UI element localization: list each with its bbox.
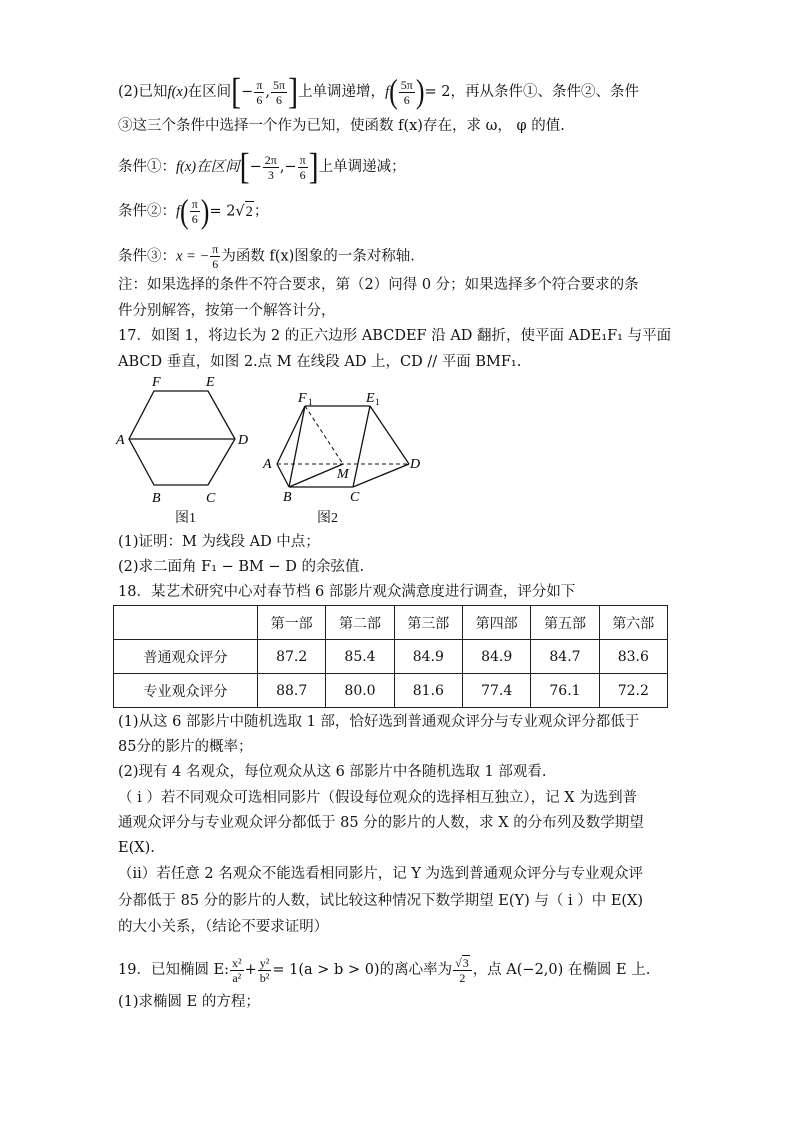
comma: ,− — [279, 159, 297, 175]
table-cell: 84.9 — [394, 640, 462, 674]
fraction — [399, 78, 415, 107]
fraction — [298, 153, 308, 182]
table-cell: 84.7 — [531, 640, 599, 674]
bracket-right: ] — [308, 145, 319, 187]
bracket-right: ] — [288, 70, 299, 112]
part2-line1 — [118, 70, 639, 112]
sqrt-sign: √ — [235, 203, 245, 220]
sqrt-value: 3 — [462, 956, 469, 970]
condition-3 — [118, 242, 415, 271]
edge-f1b — [289, 406, 305, 487]
edge-ab — [277, 464, 289, 487]
denominator: a² — [232, 970, 242, 985]
label-d: D — [410, 457, 421, 472]
fraction — [271, 78, 287, 107]
text: 19．已知椭圆 E: — [118, 962, 230, 978]
numerator: π — [212, 242, 219, 256]
q18-sub1a: (1)从这 6 部影片中随机选取 1 部，恰好选到普通观众评分与专业观众评分都低于 — [118, 714, 640, 730]
bracket-left: [ — [239, 145, 250, 187]
q17-sub1: (1)证明：M 为线段 AD 中点； — [118, 534, 320, 550]
table-cell: 80.0 — [326, 674, 394, 708]
label-a: A — [116, 433, 125, 448]
table-cell: 76.1 — [531, 674, 599, 708]
dashed-f1m — [305, 406, 343, 464]
paren-left: ( — [389, 72, 398, 111]
hexagon-outline — [129, 391, 235, 485]
label-f1-sub: 1 — [308, 397, 313, 407]
denominator: 6 — [403, 92, 410, 107]
table-cell: 88.7 — [258, 674, 326, 708]
minus: − — [249, 159, 262, 175]
text: = 1(a > b > 0)的离心率为 — [272, 962, 453, 978]
denominator: 6 — [256, 92, 263, 107]
table-header-cell: 第五部 — [531, 606, 599, 640]
q18-ii-line1: （ii）若任意 2 名观众不能选看相同影片，记 Y 为选到普通观众评分与专业观众评 — [118, 866, 644, 882]
text: ； — [253, 203, 269, 220]
numerator: 5π — [400, 77, 413, 92]
fraction — [258, 956, 272, 985]
table-header-row — [114, 606, 668, 640]
fraction — [230, 956, 244, 985]
edge-af1 — [277, 406, 305, 464]
table-cell: 85.4 — [326, 640, 394, 674]
label-m: M — [337, 467, 349, 482]
numerator: π — [256, 77, 263, 92]
q17-line2: ABCD 垂直，如图 2.点 M 在线段 AD 上，CD // 平面 BMF₁. — [118, 354, 522, 370]
table-cell: 普通观众评分 — [114, 640, 258, 674]
paren-left: ( — [180, 192, 189, 230]
q18-sub1b: 85分的影片的概率； — [118, 739, 253, 755]
paren-right: ) — [200, 192, 210, 230]
fraction — [210, 242, 220, 271]
table-cell: 87.2 — [258, 640, 326, 674]
denominator: 3 — [267, 167, 274, 182]
q18-i-line2: 通观众评分与专业观众评分都低于 85 分的影片的人数，求 X 的分布列及数学期望 — [118, 815, 644, 831]
edge-bm — [289, 464, 343, 487]
function-f: f(x) — [167, 84, 188, 100]
numerator: y² — [259, 955, 270, 970]
q17-line1: 17．如图 1，将边长为 2 的正六边形 ABCDEF 沿 AD 翻折，使平面 ADE₁F₁ 与平面 — [118, 328, 672, 344]
numerator: √3 — [453, 955, 472, 971]
figure-1-caption: 图1 — [175, 511, 196, 526]
edge-cd — [353, 464, 409, 487]
edge-e1d — [370, 406, 409, 464]
figure-2-caption: 图2 — [317, 511, 338, 526]
table-cell: 81.6 — [394, 674, 462, 708]
label-f: F — [152, 375, 161, 390]
q17-sub2: (2)求二面角 F₁ − BM − D 的余弦值. — [118, 559, 365, 575]
label-b: B — [283, 490, 292, 505]
denominator: 2 — [459, 971, 466, 985]
table-row — [114, 674, 668, 708]
table-cell: 77.4 — [462, 674, 530, 708]
note-line1: 注：如果选择的条件不符合要求，第（2）问得 0 分；如果选择多个符合要求的条 — [118, 277, 639, 293]
q18-i-line1: （ i ）若不同观众可选相同影片（假设每位观众的选择相互独立），记 X 为选到普 — [118, 790, 638, 806]
numerator: π — [191, 197, 198, 211]
q18-line1: 18．某艺术研究中心对春节档 6 部影片观众满意度进行调查，评分如下 — [118, 584, 576, 600]
note-line2: 件分别解答，按第一个解答计分， — [118, 303, 336, 319]
label-a: A — [263, 457, 272, 472]
text: 在区间 — [187, 84, 232, 100]
table-cell: 83.6 — [599, 640, 667, 674]
denominator: 6 — [191, 212, 198, 226]
text: 上单调递减； — [318, 159, 406, 175]
label-e: E — [206, 375, 215, 390]
table-cell: 专业观众评分 — [114, 674, 258, 708]
text: x = − — [176, 248, 210, 265]
label-e1-sub: 1 — [375, 397, 380, 407]
q18-sub2: (2)现有 4 名观众，每位观众从这 6 部影片中各随机选取 1 部观看. — [118, 764, 547, 780]
denominator: 6 — [299, 167, 306, 182]
numerator: 2π — [264, 152, 277, 167]
table-header-cell — [114, 606, 258, 640]
denominator: 6 — [212, 257, 219, 271]
table-header-cell: 第三部 — [394, 606, 462, 640]
denominator: 6 — [276, 92, 283, 107]
table-cell: 84.9 — [462, 640, 530, 674]
table-row — [114, 640, 668, 674]
q19-line1 — [118, 955, 650, 985]
numerator: π — [299, 152, 306, 167]
text: (2)已知 — [118, 84, 168, 100]
label-c: C — [350, 490, 360, 505]
function-f: f — [385, 84, 390, 100]
text: ，点 A(−2,0) 在椭圆 E 上. — [472, 962, 651, 978]
condition-1 — [118, 145, 406, 187]
operator: + — [244, 962, 257, 978]
label-b: B — [152, 491, 161, 506]
label-d: D — [238, 433, 249, 448]
fraction — [254, 78, 264, 107]
paren-right: ) — [415, 72, 425, 111]
label: 条件③： — [118, 248, 176, 265]
text: f(x)在区间 — [176, 159, 240, 175]
numerator: x² — [232, 955, 242, 970]
bracket-left: [ — [231, 70, 242, 112]
table-header-cell: 第四部 — [462, 606, 530, 640]
label: 条件①： — [118, 159, 176, 175]
edge-e1c — [353, 406, 370, 487]
fraction — [263, 153, 279, 182]
sqrt-value: 2 — [245, 201, 254, 222]
figure-2-prism — [258, 386, 438, 506]
condition-2 — [118, 192, 269, 230]
text: = 2，再从条件①、条件②、条件 — [424, 84, 639, 100]
q18-ii-line2: 分都低于 85 分的影片的人数，试比较这种情况下数学期望 E(Y) 与（ i ）中 E(X) — [118, 893, 644, 909]
function-f: f — [176, 203, 181, 220]
label-f1: F — [298, 391, 307, 406]
text: 为函数 f(x)图象的一条对称轴. — [221, 248, 415, 265]
q18-ii-line3: 的大小关系，（结论不要求证明） — [118, 919, 329, 935]
table-header-cell: 第二部 — [326, 606, 394, 640]
part2-line2: ③这三个条件中选择一个作为已知，使函数 f(x)存在，求 ω， φ 的值. — [118, 118, 565, 134]
score-table — [113, 605, 668, 708]
label-c: C — [206, 491, 216, 506]
comma: , — [265, 84, 270, 100]
q18-i-line3: E(X). — [118, 840, 155, 856]
numerator: 5π — [273, 77, 286, 92]
minus: − — [241, 84, 254, 100]
label: 条件②： — [118, 203, 176, 220]
fraction — [190, 197, 200, 226]
fraction — [453, 955, 472, 985]
denominator: b² — [259, 970, 270, 985]
table-header-cell: 第六部 — [599, 606, 667, 640]
label-e1: E — [366, 391, 375, 406]
q19-sub1: (1)求椭圆 E 的方程； — [118, 994, 260, 1010]
text: = 2 — [209, 203, 236, 220]
table-header-cell: 第一部 — [258, 606, 326, 640]
table-cell: 72.2 — [599, 674, 667, 708]
text: 上单调递增， — [298, 84, 386, 100]
